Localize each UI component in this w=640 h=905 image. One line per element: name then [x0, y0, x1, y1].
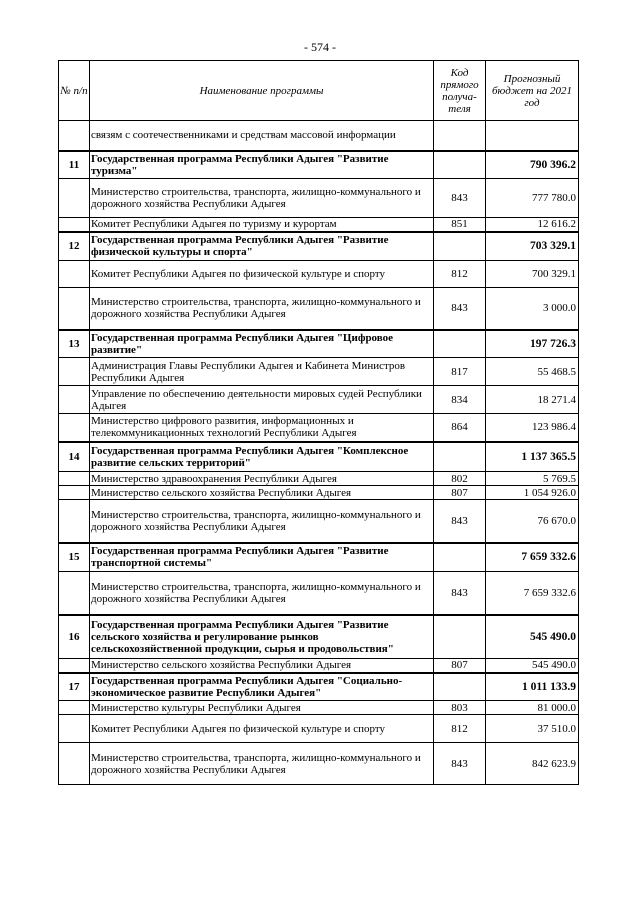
recipient-row: [59, 572, 579, 615]
row-number: 16: [59, 615, 90, 659]
recipient-code: 817: [434, 358, 486, 386]
recipient-code: 834: [434, 386, 486, 414]
recipient-code: [434, 121, 486, 151]
budget-table: [58, 60, 579, 785]
program-row: [59, 673, 579, 701]
program-name: Министерство здравоохранения Республики Адыгея: [90, 472, 434, 486]
recipient-code: 843: [434, 572, 486, 615]
program-name: Государственная программа Республики Адыгея "Развитие туризма": [90, 151, 434, 179]
recipient-code: 843: [434, 179, 486, 218]
row-number: [59, 659, 90, 673]
recipient-row: [59, 121, 579, 151]
row-number: 11: [59, 151, 90, 179]
page-number: - 574 -: [304, 40, 336, 54]
program-name: Государственная программа Республики Адыгея "Развитие сельского хозяйства и регулирование рынков сельскохозяйственной продукции, сырья и продовольствия": [90, 615, 434, 659]
recipient-code: [434, 673, 486, 701]
recipient-row: [59, 218, 579, 232]
recipient-code: 843: [434, 743, 486, 785]
program-name: Министерство строительства, транспорта, жилищно-коммунального и дорожного хозяйства Республики Адыгея: [90, 743, 434, 785]
row-number: [59, 179, 90, 218]
budget-amount: 76 670.0: [486, 500, 579, 543]
row-number: [59, 701, 90, 715]
program-name: Министерство строительства, транспорта, жилищно-коммунального и дорожного хозяйства Республики Адыгея: [90, 179, 434, 218]
budget-amount: 700 329.1: [486, 261, 579, 288]
program-name: Комитет Республики Адыгея по физической культуре и спорту: [90, 261, 434, 288]
row-number: [59, 121, 90, 151]
recipient-row: [59, 743, 579, 785]
recipient-code: [434, 442, 486, 472]
recipient-code: [434, 151, 486, 179]
program-row: [59, 543, 579, 572]
row-number: [59, 486, 90, 500]
program-name: Министерство строительства, транспорта, жилищно-коммунального и дорожного хозяйства Республики Адыгея: [90, 288, 434, 330]
header-budget: Прогнозный бюджет на 2021 год: [486, 61, 579, 121]
budget-amount: 545 490.0: [486, 615, 579, 659]
row-number: [59, 472, 90, 486]
budget-amount: 197 726.3: [486, 330, 579, 358]
row-number: [59, 386, 90, 414]
recipient-code: 843: [434, 500, 486, 543]
recipient-row: [59, 472, 579, 486]
recipient-row: [59, 715, 579, 743]
row-number: [59, 572, 90, 615]
recipient-row: [59, 486, 579, 500]
program-row: [59, 442, 579, 472]
program-name: Министерство строительства, транспорта, жилищно-коммунального и дорожного хозяйства Республики Адыгея: [90, 500, 434, 543]
budget-amount: 703 329.1: [486, 232, 579, 261]
program-row: [59, 615, 579, 659]
row-number: 13: [59, 330, 90, 358]
program-row: [59, 330, 579, 358]
recipient-code: 812: [434, 715, 486, 743]
program-name: Администрация Главы Республики Адыгея и Кабинета Министров Республики Адыгея: [90, 358, 434, 386]
budget-amount: [486, 121, 579, 151]
budget-amount: 1 137 365.5: [486, 442, 579, 472]
table-body: [59, 121, 579, 785]
recipient-code: 864: [434, 414, 486, 442]
budget-amount: 1 054 926.0: [486, 486, 579, 500]
budget-amount: 7 659 332.6: [486, 572, 579, 615]
program-row: [59, 151, 579, 179]
program-name: Министерство сельского хозяйства Республики Адыгея: [90, 659, 434, 673]
row-number: 12: [59, 232, 90, 261]
budget-amount: 777 780.0: [486, 179, 579, 218]
recipient-code: 843: [434, 288, 486, 330]
row-number: 14: [59, 442, 90, 472]
program-name: Государственная программа Республики Адыгея "Комплексное развитие сельских территорий": [90, 442, 434, 472]
row-number: [59, 414, 90, 442]
recipient-row: [59, 500, 579, 543]
program-name: Государственная программа Республики Адыгея "Развитие транспортной системы": [90, 543, 434, 572]
program-name: Министерство цифрового развития, информационных и телекоммуникационных технологий Республики Адыгея: [90, 414, 434, 442]
row-number: [59, 500, 90, 543]
budget-amount: 123 986.4: [486, 414, 579, 442]
recipient-row: [59, 659, 579, 673]
budget-amount: 1 011 133.9: [486, 673, 579, 701]
recipient-row: [59, 414, 579, 442]
program-row: [59, 232, 579, 261]
row-number: [59, 715, 90, 743]
program-name: Министерство сельского хозяйства Республики Адыгея: [90, 486, 434, 500]
budget-amount: 81 000.0: [486, 701, 579, 715]
program-name: Министерство культуры Республики Адыгея: [90, 701, 434, 715]
recipient-code: 807: [434, 486, 486, 500]
program-name: Комитет Республики Адыгея по физической культуре и спорту: [90, 715, 434, 743]
program-name: Министерство строительства, транспорта, жилищно-коммунального и дорожного хозяйства Республики Адыгея: [90, 572, 434, 615]
row-number: [59, 261, 90, 288]
header-name: Наименование программы: [90, 61, 434, 121]
row-number: [59, 358, 90, 386]
budget-amount: 37 510.0: [486, 715, 579, 743]
recipient-code: 812: [434, 261, 486, 288]
recipient-code: 851: [434, 218, 486, 232]
program-name: Управление по обеспечению деятельности мировых судей Республики Адыгея: [90, 386, 434, 414]
table-header-row: [59, 61, 579, 121]
row-number: [59, 743, 90, 785]
budget-amount: 18 271.4: [486, 386, 579, 414]
program-name: Государственная программа Республики Адыгея "Социально-экономическое развитие Республики Адыгея": [90, 673, 434, 701]
budget-amount: 3 000.0: [486, 288, 579, 330]
recipient-row: [59, 288, 579, 330]
row-number: [59, 218, 90, 232]
recipient-code: 802: [434, 472, 486, 486]
budget-amount: 7 659 332.6: [486, 543, 579, 572]
recipient-code: [434, 615, 486, 659]
program-name: Государственная программа Республики Адыгея "Цифровое развитие": [90, 330, 434, 358]
header-code: Код прямого получа-теля: [434, 61, 486, 121]
budget-amount: 12 616.2: [486, 218, 579, 232]
recipient-row: [59, 701, 579, 715]
budget-amount: 55 468.5: [486, 358, 579, 386]
recipient-row: [59, 386, 579, 414]
program-name: Комитет Республики Адыгея по туризму и курортам: [90, 218, 434, 232]
budget-amount: 790 396.2: [486, 151, 579, 179]
recipient-row: [59, 358, 579, 386]
program-name: связям с соотечественниками и средствам массовой информации: [90, 121, 434, 151]
recipient-code: 807: [434, 659, 486, 673]
row-number: 15: [59, 543, 90, 572]
budget-amount: 545 490.0: [486, 659, 579, 673]
row-number: 17: [59, 673, 90, 701]
budget-amount: 842 623.9: [486, 743, 579, 785]
header-num: № п/п: [59, 61, 90, 121]
recipient-row: [59, 179, 579, 218]
row-number: [59, 288, 90, 330]
recipient-code: [434, 232, 486, 261]
recipient-code: [434, 330, 486, 358]
recipient-row: [59, 261, 579, 288]
budget-amount: 5 769.5: [486, 472, 579, 486]
recipient-code: [434, 543, 486, 572]
recipient-code: 803: [434, 701, 486, 715]
program-name: Государственная программа Республики Адыгея "Развитие физической культуры и спорта": [90, 232, 434, 261]
